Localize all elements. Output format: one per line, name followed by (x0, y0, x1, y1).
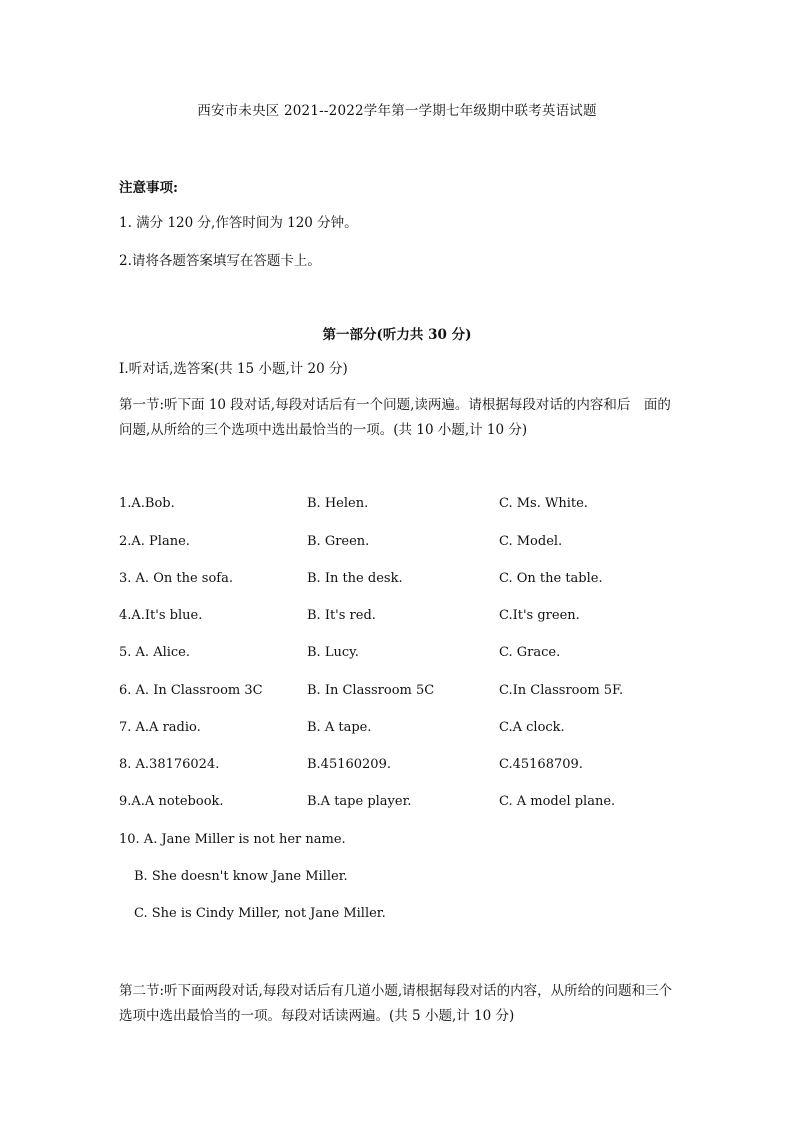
option-b: B. Lucy. (307, 645, 359, 660)
notes-heading: 注意事项: (119, 180, 178, 196)
option-b: B.45160209. (307, 757, 391, 772)
option-a: 5. A. Alice. (119, 645, 190, 660)
option-b: B.A tape player. (307, 794, 412, 809)
option-a: 3. A. On the sofa. (119, 571, 233, 586)
option-a: 1.A.Bob. (119, 496, 175, 511)
section1-instructions: 第一节:听下面 10 段对话,每段对话后有一个问题,读两遍。请根据每段对话的内容和后 面的问题,从所给的三个选项中选出最恰当的一项。(共 10 小题,计 10 分) (119, 397, 671, 438)
option-a: 2.A. Plane. (119, 534, 190, 549)
option-c: C.In Classroom 5F. (499, 683, 624, 698)
option-a: 6. A. In Classroom 3C (119, 683, 263, 698)
option-a: 8. A.38176024. (119, 757, 220, 772)
option-c: C.It's green. (499, 608, 580, 623)
option-b: B. In Classroom 5C (307, 683, 435, 698)
question-10-option-b: B. She doesn't know Jane Miller. (134, 869, 348, 884)
question-row (119, 683, 679, 703)
part1-title: 第一部分(听力共 30 分) (322, 327, 472, 343)
option-b: B. In the desk. (307, 571, 403, 586)
option-b: B. It's red. (307, 608, 376, 623)
question-row (119, 534, 679, 554)
option-a: 4.A.It's blue. (119, 608, 203, 623)
question-row (119, 496, 679, 516)
option-c: C. Model. (499, 534, 563, 549)
section2-instructions: 第二节:听下面两段对话,每段对话后有几道小题,请根据每段对话的内容，从所给的问题和三个选项中选出最恰当的一项。每段对话读两遍。(共 5 小题,计 10 分) (119, 983, 673, 1024)
question-row (119, 794, 679, 814)
option-b: B. A tape. (307, 720, 372, 735)
question-row (119, 608, 679, 628)
question-10-option-a: 10. A. Jane Miller is not her name. (119, 832, 346, 847)
option-c: C. Ms. White. (499, 496, 588, 511)
option-c: C. Grace. (499, 645, 561, 660)
option-a: 9.A.A notebook. (119, 794, 224, 809)
question-row (119, 757, 679, 777)
question-10-option-c: C. She is Cindy Miller, not Jane Miller. (134, 906, 386, 921)
note-item-1: 1. 满分 120 分,作答时间为 120 分钟。 (119, 215, 358, 231)
question-row (119, 720, 679, 740)
section-i-heading: I.听对话,选答案(共 15 小题,计 20 分) (119, 361, 348, 377)
option-b: B. Helen. (307, 496, 369, 511)
note-item-2: 2.请将各题答案填写在答题卡上。 (119, 253, 321, 269)
question-row (119, 645, 679, 665)
question-row (119, 571, 679, 591)
option-c: C. A model plane. (499, 794, 616, 809)
option-c: C.45168709. (499, 757, 583, 772)
exam-title: 西安市未央区 2021--2022学年第一学期七年级期中联考英语试题 (197, 103, 597, 119)
option-a: 7. A.A radio. (119, 720, 201, 735)
option-c: C. On the table. (499, 571, 603, 586)
option-c: C.A clock. (499, 720, 565, 735)
option-b: B. Green. (307, 534, 370, 549)
